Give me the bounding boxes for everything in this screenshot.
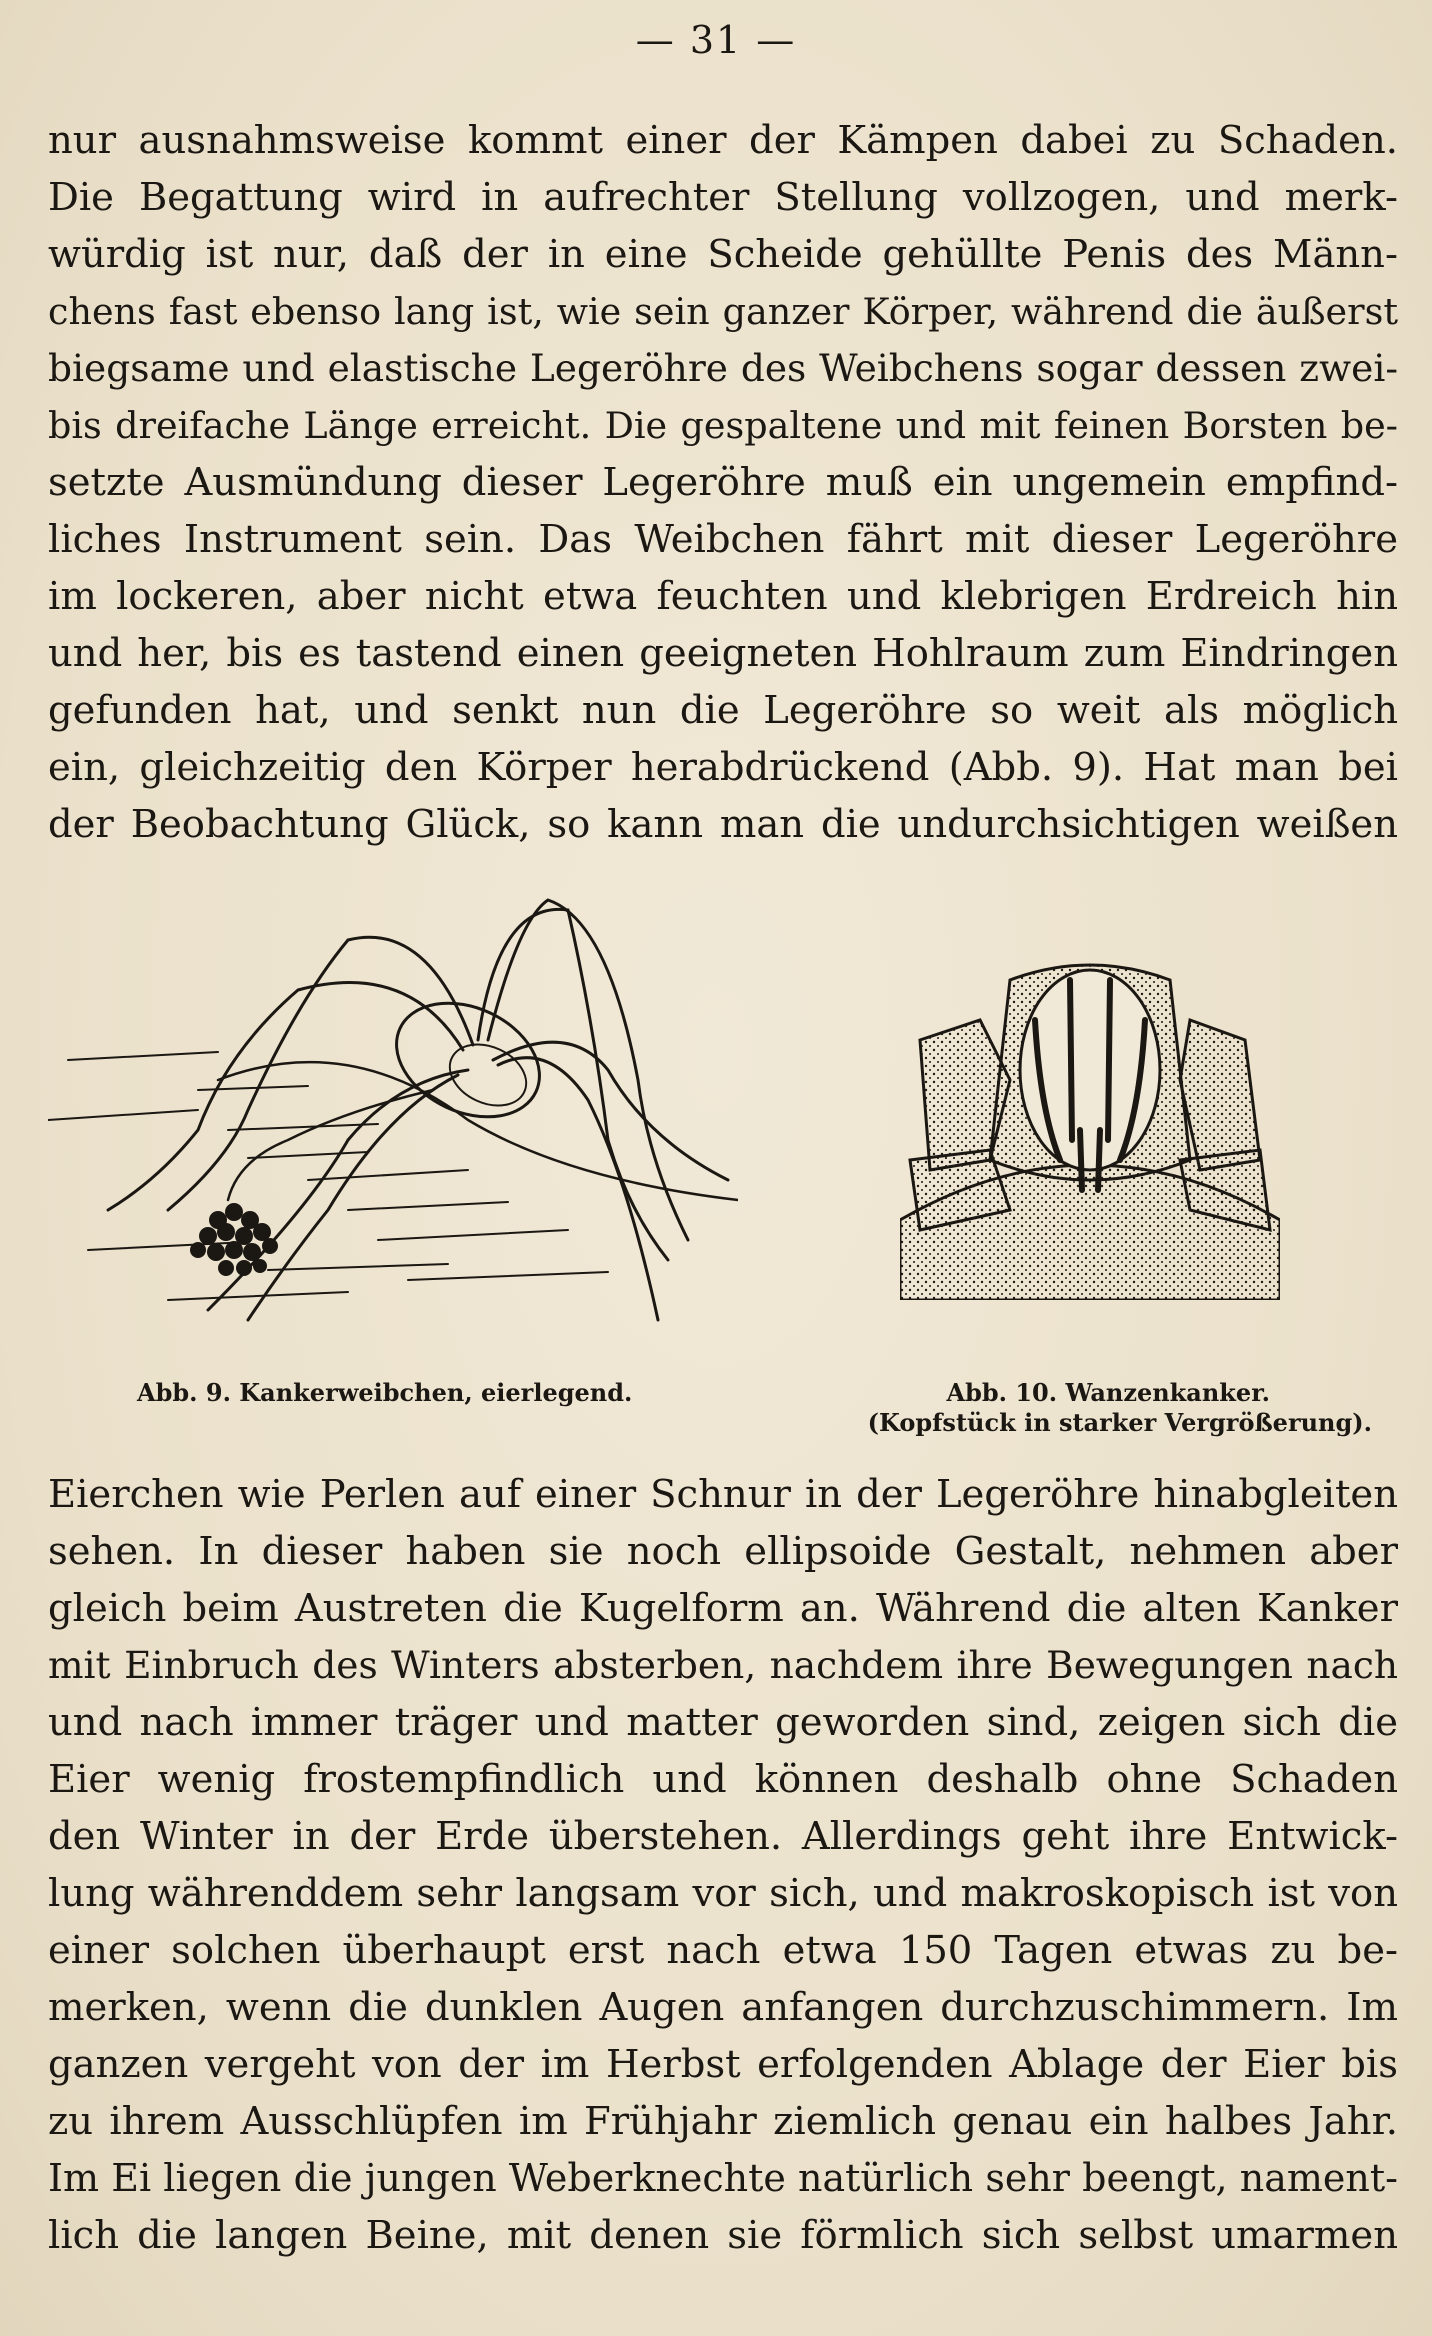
text-line: ein, gleichzeitig den Körper herabdrückend (Abb. 9). Hat man bei bbox=[48, 745, 1398, 790]
figure-harvestman-laying-eggs bbox=[48, 880, 738, 1360]
text-line: ganzen vergeht von der im Herbst erfolgenden Ablage der Eier bis bbox=[48, 2042, 1398, 2087]
harvestman-illustration bbox=[48, 880, 738, 1360]
figure-10-caption: Abb. 10. Wanzenkanker. bbox=[946, 1378, 1270, 1407]
text-line: würdig ist nur, daß der in eine Scheide gehüllte Penis des Männ- bbox=[48, 232, 1398, 277]
text-line: sehen. In dieser haben sie noch ellipsoide Gestalt, nehmen aber bbox=[48, 1529, 1398, 1574]
text-line: liches Instrument sein. Das Weibchen fährt mit dieser Legeröhre bbox=[48, 517, 1398, 562]
text-line: den Winter in der Erde überstehen. Allerdings geht ihre Entwick- bbox=[48, 1814, 1398, 1859]
text-line: im lockeren, aber nicht etwa feuchten und klebrigen Erdreich hin bbox=[48, 574, 1398, 619]
text-line: gleich beim Austreten die Kugelform an. Während die alten Kanker bbox=[48, 1586, 1398, 1631]
text-line: biegsame und elastische Legeröhre des Weibchens sogar dessen zwei- bbox=[48, 346, 1398, 390]
text-line: einer solchen überhaupt erst nach etwa 150 Tagen etwas zu be- bbox=[48, 1928, 1398, 1973]
text-line: Im Ei liegen die jungen Weberknechte natürlich sehr beengt, nament- bbox=[48, 2156, 1398, 2200]
text-line: Die Begattung wird in aufrechter Stellung vollzogen, und merk- bbox=[48, 175, 1398, 220]
text-line: bis dreifache Länge erreicht. Die gespaltene und mit feinen Borsten be- bbox=[48, 404, 1398, 447]
harvestman-head-illustration bbox=[900, 960, 1280, 1300]
text-line: zu ihrem Ausschlüpfen im Frühjahr ziemlich genau ein halbes Jahr. bbox=[48, 2099, 1398, 2144]
text-line: und her, bis es tastend einen geeigneten Hohlraum zum Eindringen bbox=[48, 631, 1398, 676]
text-line: lich die langen Beine, mit denen sie förmlich sich selbst umarmen bbox=[48, 2213, 1398, 2258]
text-line: chens fast ebenso lang ist, wie sein ganzer Körper, während die äußerst bbox=[48, 290, 1398, 333]
text-block-top bbox=[48, 112, 1398, 853]
page-number: — 31 — bbox=[635, 18, 797, 62]
text-line: merken, wenn die dunklen Augen anfangen durchzuschimmern. Im bbox=[48, 1985, 1398, 2030]
text-line: Eierchen wie Perlen auf einer Schnur in der Legeröhre hinabgleiten bbox=[48, 1472, 1398, 1517]
text-line: nur ausnahmsweise kommt einer der Kämpen dabei zu Schaden. bbox=[48, 118, 1398, 163]
text-line: gefunden hat, und senkt nun die Legeröhre so weit als möglich bbox=[48, 688, 1398, 733]
text-line: lung währenddem sehr langsam vor sich, und makroskopisch ist von bbox=[48, 1871, 1398, 1916]
text-block-bottom bbox=[48, 1466, 1398, 2264]
text-line: und nach immer träger und matter geworden sind, zeigen sich die bbox=[48, 1700, 1398, 1745]
text-line: der Beobachtung Glück, so kann man die undurchsichtigen weißen bbox=[48, 802, 1398, 847]
egg-cluster bbox=[190, 1203, 278, 1276]
text-line: mit Einbruch des Winters absterben, nachdem ihre Bewegungen nach bbox=[48, 1643, 1398, 1687]
figure-harvestman-head bbox=[900, 960, 1280, 1300]
text-line: setzte Ausmündung dieser Legeröhre muß ein ungemein empfind- bbox=[48, 460, 1398, 505]
figure-10-caption-subtitle: (Kopfstück in starker Vergrößerung). bbox=[867, 1408, 1372, 1437]
text-line: Eier wenig frostempfindlich und können deshalb ohne Schaden bbox=[48, 1757, 1398, 1802]
figure-9-caption: Abb. 9. Kankerweibchen, eierlegend. bbox=[137, 1378, 633, 1407]
